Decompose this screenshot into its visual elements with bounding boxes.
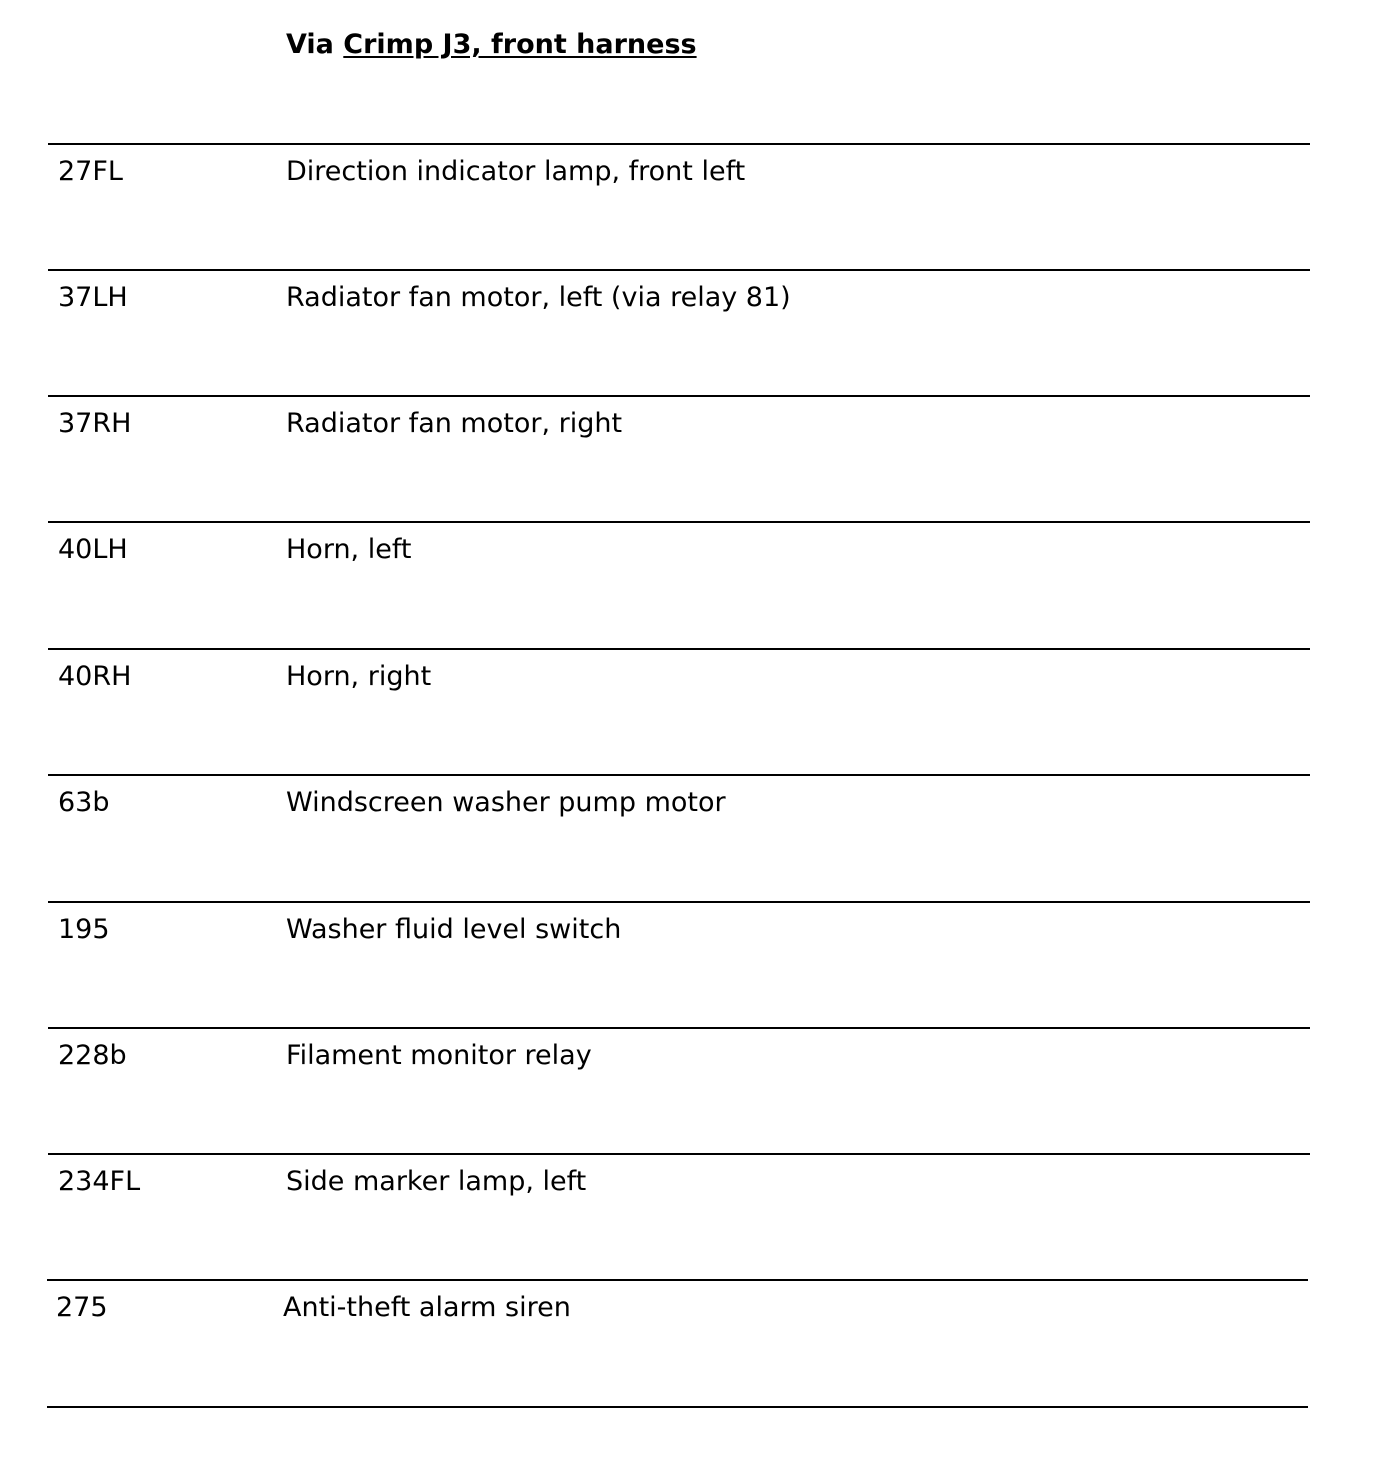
- component-description: Windscreen washer pump motor: [286, 787, 726, 818]
- component-code: 40LH: [58, 534, 128, 565]
- component-description: Anti-theft alarm siren: [283, 1292, 571, 1323]
- component-description: Washer fluid level switch: [286, 914, 622, 945]
- page-title: [286, 28, 697, 62]
- table-row: [48, 1153, 1310, 1279]
- component-description: Side marker lamp, left: [286, 1166, 587, 1197]
- component-code: 37LH: [58, 282, 128, 313]
- table-row: [48, 901, 1310, 1027]
- component-code: 275: [56, 1292, 108, 1323]
- component-description: Radiator fan motor, right: [286, 408, 623, 439]
- component-description: Horn, right: [286, 661, 432, 692]
- title-prefix: Via: [286, 29, 344, 60]
- component-code: 37RH: [58, 408, 132, 439]
- component-description: Filament monitor relay: [286, 1040, 592, 1071]
- component-code: 228b: [58, 1040, 127, 1071]
- table-row: [48, 648, 1310, 774]
- component-code: 195: [58, 914, 110, 945]
- table-row: [47, 1279, 1308, 1405]
- table-bottom-divider: [47, 1406, 1308, 1408]
- component-code: 40RH: [58, 661, 132, 692]
- component-code: 27FL: [58, 156, 123, 187]
- component-description: Direction indicator lamp, front left: [286, 156, 746, 187]
- table-row: [48, 143, 1310, 269]
- title-underlined: Crimp J3, front harness: [343, 29, 697, 60]
- table-row: [48, 269, 1310, 395]
- table-row: [48, 395, 1310, 521]
- component-code: 234FL: [58, 1166, 141, 1197]
- table-row: [48, 1027, 1310, 1153]
- component-code: 63b: [58, 787, 110, 818]
- table-row: [48, 521, 1310, 647]
- component-description: Horn, left: [286, 534, 412, 565]
- table-row: [48, 774, 1310, 900]
- component-description: Radiator fan motor, left (via relay 81): [286, 282, 791, 313]
